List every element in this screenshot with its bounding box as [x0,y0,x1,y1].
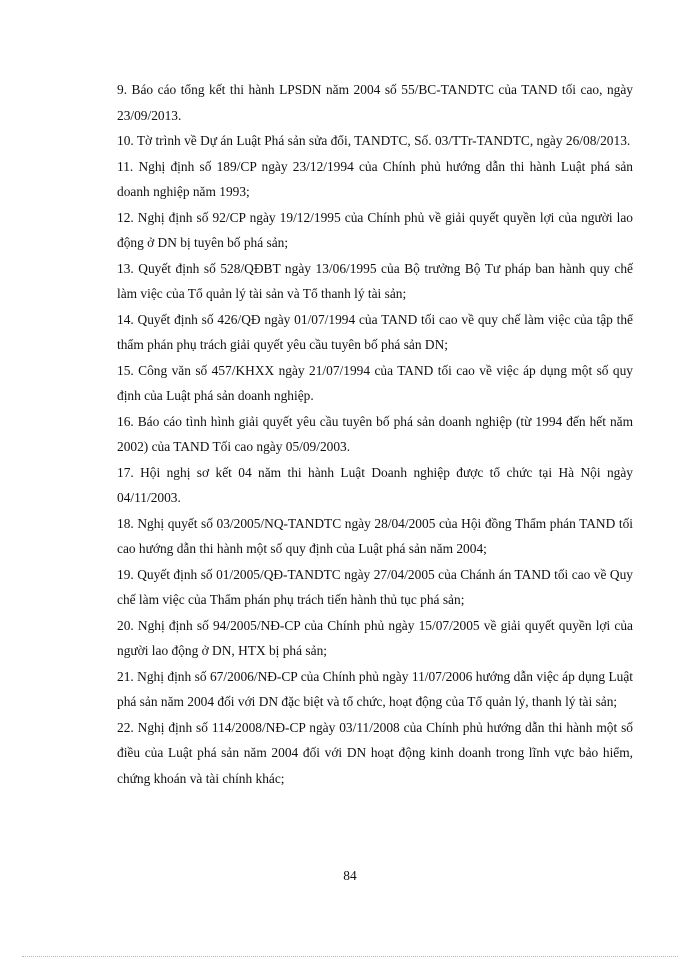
reference-item: 10. Tờ trình về Dự án Luật Phá sản sửa đổi, TANDTC, Số. 03/TTr-TANDTC, ngày 26/08/2013. [117,133,631,148]
reference-item: 9. Báo cáo tổng kết thi hành LPSDN năm 2004 số 55/BC-TANDTC của TAND tối cao, ngày 23/09/2013. [117,82,633,123]
page-number: 84 [343,868,357,883]
reference-item: 19. Quyết định số 01/2005/QĐ-TANDTC ngày 27/04/2005 của Chánh án TAND tối cao về Quy chế làm việc của Thẩm phán phụ trách tiến hành thủ tục phá sản; [117,566,633,607]
reference-item: 14. Quyết định số 426/QĐ ngày 01/07/1994 của TAND tối cao về quy chế làm việc của tập thể thẩm phán phụ trách giải quyết yêu cầu tuyên bố phá sản DN; [117,311,633,352]
reference-item: 17. Hội nghị sơ kết 04 năm thi hành Luật Doanh nghiệp được tổ chức tại Hà Nội ngày 04/11/2003. [117,464,633,505]
reference-item: 16. Báo cáo tình hình giải quyết yêu cầu tuyên bố phá sản doanh nghiệp (từ 1994 đến hết năm 2002) của TAND Tối cao ngày 05/09/2003. [117,413,633,454]
reference-item: 22. Nghị định số 114/2008/NĐ-CP ngày 03/11/2008 của Chính phủ hướng dẫn thi hành một số điều của Luật phá sản năm 2004 đối với DN hoạt động kinh doanh trong lĩnh vực bảo hiểm, chứng khoán và tài chính khác; [117,719,633,786]
reference-list [117,77,633,791]
reference-item: 18. Nghị quyết số 03/2005/NQ-TANDTC ngày 28/04/2005 của Hội đồng Thẩm phán TAND tối cao hướng dẫn thi hành một số quy định của Luật phá sản năm 2004; [117,515,633,556]
reference-item: 13. Quyết định số 528/QĐBT ngày 13/06/1995 của Bộ trưởng Bộ Tư pháp ban hành quy chế làm việc của Tổ quản lý tài sản và Tổ thanh lý tài sản; [117,260,633,301]
page-bottom-divider [22,956,678,957]
reference-item: 15. Công văn số 457/KHXX ngày 21/07/1994 của TAND tối cao về việc áp dụng một số quy định của Luật phá sản doanh nghiệp. [117,362,633,403]
reference-item: 11. Nghị định số 189/CP ngày 23/12/1994 của Chính phủ hướng dẫn thi hành Luật phá sản doanh nghiệp năm 1993; [117,158,633,199]
reference-item: 21. Nghị định số 67/2006/NĐ-CP của Chính phủ ngày 11/07/2006 hướng dẫn việc áp dụng Luật phá sản năm 2004 đối với DN đặc biệt và tổ chức, hoạt động của Tổ quản lý, thanh lý tài sản; [117,668,633,709]
reference-item: 20. Nghị định số 94/2005/NĐ-CP của Chính phủ ngày 15/07/2005 về giải quyết quyền lợi của người lao động ở DN, HTX bị phá sản; [117,617,633,658]
reference-item: 12. Nghị định số 92/CP ngày 19/12/1995 của Chính phủ về giải quyết quyền lợi của người lao động ở DN bị tuyên bố phá sản; [117,209,633,250]
